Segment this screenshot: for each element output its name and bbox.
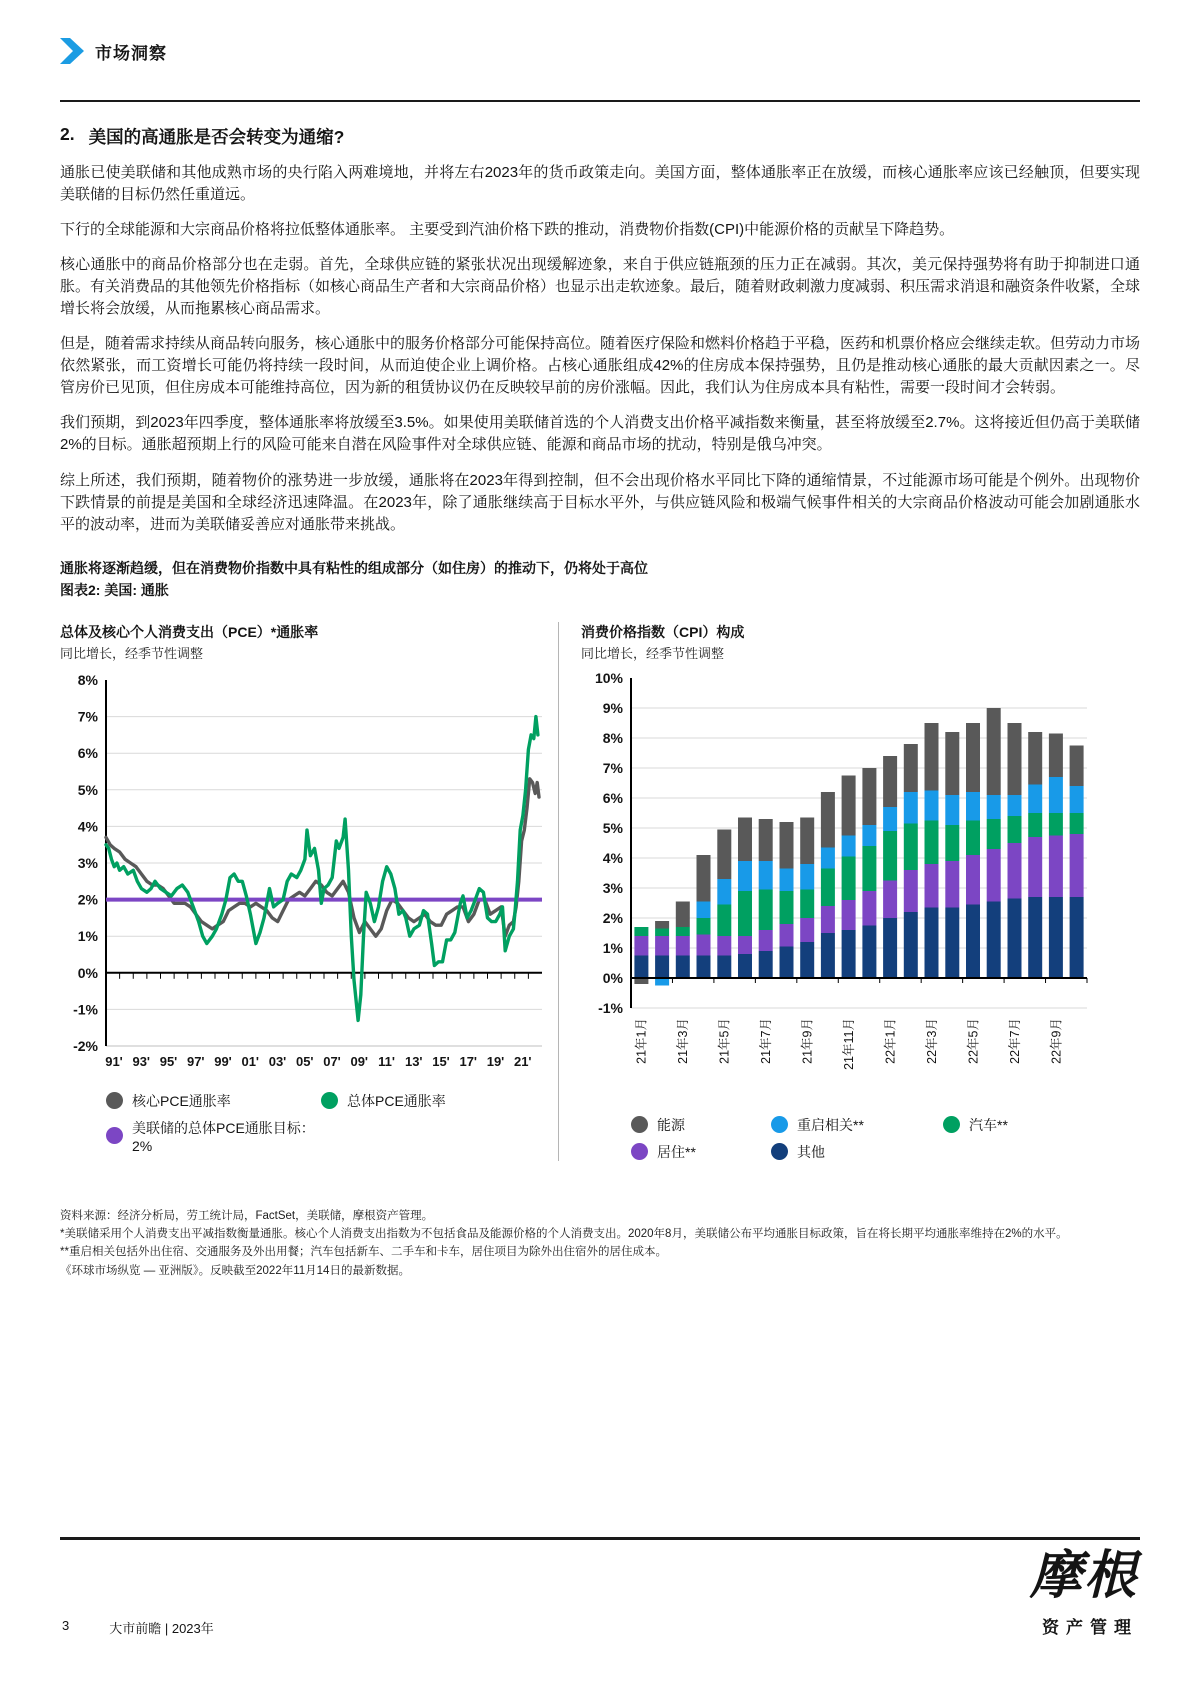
body-paragraph: 下行的全球能源和大宗商品价格将拉低整体通胀率。 主要受到汽油价格下跌的推动，消费物价指数(CPI)中能源价格的贡献呈下降趋势。 (60, 221, 955, 239)
legend-label: 能源 (657, 1116, 685, 1133)
svg-text:13': 13' (404, 1053, 423, 1069)
body-paragraph: 综上所述，我们预期，随着物价的涨势进一步放缓，通胀将在2023年得到控制，但不会出现价格水平同比下降的通缩情景，不过能源市场可能是个例外。出现物价下跌情景的前提是美国和全球经济迅速降温。在2023年，除了通胀继续高于目标水平外，与供应链风险和极端气候事件相关的大宗商品价格波动可能会加剧通胀水平的波动率，进而为美联储妥善应对通胀带来挑战。 (60, 471, 1140, 533)
body-paragraph: 但是，随着需求持续从商品转向服务，核心通胀中的服务价格部分可能保持高位。随着医疗保险和燃料价格趋于平稳，医药和机票价格应会继续走软。但劳动力市场依然紧张，而工资增长可能仍将持续一段时间，从而迫使企业上调价格。占核心通胀组成42%的住房成本保持强势，且仍是推动核心通胀的最大贡献因素之一。尽管房价已见顶，但住房成本可能维持高位，因为新的租赁协议仍在反映较早前的房价涨幅。因此，我们认为住房成本具有粘性，需要一段时间才会转弱。 (60, 335, 1141, 397)
svg-text:8%: 8% (77, 671, 98, 688)
svg-text:-1%: -1% (598, 999, 623, 1016)
svg-text:10%: 10% (594, 669, 623, 686)
svg-text:-2%: -2% (73, 1037, 98, 1054)
svg-text:11': 11' (378, 1053, 395, 1069)
body-paragraph: 我们预期，到2023年四季度，整体通胀率将放缓至3.5%。如果使用美联储首选的个人消费支出价格平减指数来衡量，甚至将放缓至2.7%。这将接近但仍高于美联储2%的目标。通胀超预期上行的风险可能来自潜在风险事件对全球供应链、能源和商品市场的扰动，特别是俄乌冲突。 (60, 414, 1140, 454)
svg-text:09': 09' (350, 1053, 369, 1069)
legend-label: 重启相关** (797, 1116, 864, 1133)
svg-text:21': 21' (513, 1053, 532, 1069)
svg-text:6%: 6% (77, 744, 98, 761)
legend-item-energy (631, 1115, 771, 1135)
legend-label: 美联储的总体PCE通胀目标：2% (132, 1119, 315, 1154)
legend-item-core-pce (106, 1091, 321, 1111)
other-dot-icon (771, 1143, 788, 1160)
logo-wordmark: 摩根 (1029, 1548, 1138, 1605)
legend-item-headline-pce (321, 1091, 446, 1111)
svg-text:4%: 4% (602, 849, 623, 866)
body-paragraph: 核心通胀中的商品价格部分也在走弱。首先，全球供应链的紧张状况出现缓解迹象，来自于供应链瓶颈的压力正在减弱。其次，美元保持强势将有助于抑制进口通胀。有关消费品的其他领先价格指标（如核心商品生产者和大宗商品价格）也显示出走软迹象。最后，随着财政刺激力度减弱、积压需求消退和融资条件收紧，全球增长将会放缓，从而拖累核心商品需求。 (60, 256, 1141, 318)
header-rule (60, 100, 1140, 102)
legend-label: 总体PCE通胀率 (347, 1092, 446, 1109)
svg-text:4%: 4% (77, 818, 98, 835)
footer-rule (60, 1537, 1140, 1540)
footnote-source: 资料来源：经济分析局，劳工统计局，FactSet，美联储，摩根资产管理。 (60, 1209, 434, 1222)
svg-text:22年9月: 22年9月 (1049, 1017, 1064, 1064)
page-number: 3 (62, 1618, 70, 1633)
svg-text:07': 07' (323, 1053, 341, 1069)
chevron-right-icon (60, 38, 85, 64)
svg-text:22年1月: 22年1月 (883, 1017, 898, 1064)
svg-text:0%: 0% (602, 969, 623, 986)
brand (60, 0, 1140, 64)
reopening-dot-icon (771, 1116, 788, 1133)
svg-text:22年7月: 22年7月 (1007, 1017, 1022, 1064)
footnote-pce: *美联储采用个人消费支出平减指数衡量通胀。核心个人消费支出指数为不包括食品及能源价格的个人消费支出。2020年8月，美联储公布平均通胀目标政策，旨在将长期平均通胀率维持在2%的水平。 (60, 1228, 1068, 1241)
svg-text:22年3月: 22年3月 (924, 1017, 939, 1064)
svg-text:3%: 3% (602, 879, 623, 896)
svg-text:15': 15' (432, 1053, 450, 1069)
section-number: 2. (60, 124, 75, 144)
legend-label: 居住** (657, 1143, 696, 1160)
footnote-gtm: 《环球市场纵览 — 亚洲版》。反映截至2022年11月14日的最新数据。 (60, 1264, 410, 1277)
svg-text:2%: 2% (77, 891, 98, 908)
cpi-bar-chart (581, 670, 1121, 1108)
svg-text:95': 95' (159, 1053, 178, 1069)
legend-item-other (771, 1142, 943, 1162)
svg-text:2%: 2% (602, 909, 623, 926)
footnotes (60, 1207, 1140, 1281)
footer-left (62, 1618, 214, 1637)
pce-line-chart (60, 670, 550, 1084)
legend-label: 汽车** (969, 1116, 1008, 1133)
pce-chart-panel (60, 618, 558, 1169)
svg-text:7%: 7% (602, 759, 623, 776)
pce-legend (106, 1091, 558, 1154)
svg-text:21年9月: 21年9月 (800, 1017, 815, 1064)
svg-text:21年1月: 21年1月 (634, 1017, 649, 1064)
svg-text:21年5月: 21年5月 (717, 1017, 732, 1064)
svg-text:0%: 0% (77, 964, 98, 981)
svg-text:93': 93' (132, 1053, 151, 1069)
legend-item-reopening (771, 1115, 943, 1135)
svg-text:17': 17' (459, 1053, 478, 1069)
svg-text:99': 99' (214, 1053, 232, 1069)
svg-text:-1%: -1% (73, 1001, 98, 1018)
charts-row (60, 618, 1140, 1169)
svg-text:1%: 1% (77, 927, 98, 944)
figure-intro: 通胀将逐渐趋缓，但在消费物价指数中具有粘性的组成部分（如住房）的推动下，仍将处于高位 (60, 559, 648, 576)
section-heading (60, 124, 1140, 149)
company-logo (1030, 1548, 1138, 1638)
svg-text:3%: 3% (77, 854, 98, 871)
section-title: 美国的高通胀是否会转变为通缩? (88, 127, 345, 147)
figure-label: 图表2: 美国: 通胀 (60, 581, 169, 598)
cpi-legend (631, 1115, 1140, 1162)
energy-dot-icon (631, 1116, 648, 1133)
svg-text:6%: 6% (602, 789, 623, 806)
svg-text:97': 97' (186, 1053, 205, 1069)
svg-text:91': 91' (105, 1053, 123, 1069)
vehicles-dot-icon (943, 1116, 960, 1133)
core-pce-dot-icon (106, 1092, 123, 1109)
svg-text:8%: 8% (602, 729, 623, 746)
svg-text:5%: 5% (602, 819, 623, 836)
svg-text:05': 05' (295, 1053, 314, 1069)
footnote-reopening: **重启相关包括外出住宿、交通服务及外出用餐；汽车包括新车、二手车和卡车，居住项目为除外出住宿外的居住成本。 (60, 1246, 667, 1259)
svg-text:9%: 9% (602, 699, 623, 716)
legend-item-vehicles (943, 1115, 1083, 1135)
brand-title: 市场洞察 (95, 43, 167, 63)
svg-text:03': 03' (268, 1053, 287, 1069)
cpi-chart-title: 消费价格指数（CPI）构成 (581, 623, 745, 640)
headline-pce-dot-icon (321, 1092, 338, 1109)
svg-text:01': 01' (241, 1053, 260, 1069)
cpi-chart-subtitle: 同比增长，经季节性调整 (581, 645, 725, 661)
svg-text:19': 19' (486, 1053, 505, 1069)
body-paragraph: 通胀已使美联储和其他成熟市场的央行陷入两难境地，并将左右2023年的货币政策走向。美国方面，整体通胀率正在放缓，而核心通胀率应该已经触顶，但要实现美联储的目标仍然任重道远。 (60, 164, 1140, 204)
legend-label: 核心PCE通胀率 (132, 1092, 231, 1109)
svg-text:1%: 1% (602, 939, 623, 956)
cpi-chart-panel (559, 618, 1140, 1169)
legend-item-fed-target (106, 1118, 321, 1154)
legend-item-shelter (631, 1142, 771, 1162)
pce-chart-title: 总体及核心个人消费支出（PCE）*通胀率 (60, 623, 319, 640)
svg-text:5%: 5% (77, 781, 98, 798)
svg-text:22年5月: 22年5月 (966, 1017, 981, 1064)
footer-doc-title: 大市前瞻 | 2023年 (109, 1621, 214, 1636)
svg-text:21年11月: 21年11月 (842, 1017, 857, 1070)
svg-text:21年7月: 21年7月 (759, 1017, 774, 1064)
shelter-dot-icon (631, 1143, 648, 1160)
svg-text:7%: 7% (77, 708, 98, 725)
svg-text:21年3月: 21年3月 (676, 1017, 691, 1064)
pce-chart-subtitle: 同比增长，经季节性调整 (60, 645, 204, 661)
legend-label: 其他 (797, 1143, 825, 1160)
fed-target-dot-icon (106, 1127, 123, 1144)
logo-subtitle: 资产管理 (1042, 1618, 1138, 1638)
